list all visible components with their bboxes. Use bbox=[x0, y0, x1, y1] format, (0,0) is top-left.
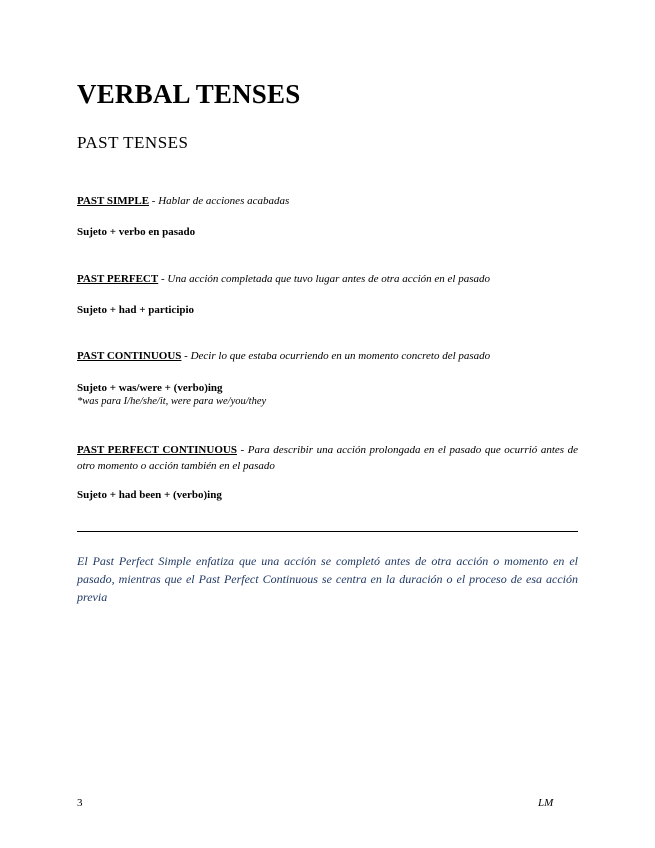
separator: - bbox=[158, 273, 168, 285]
section-past-perfect-continuous bbox=[77, 442, 578, 502]
separator: - bbox=[181, 350, 191, 362]
section-heading bbox=[77, 193, 578, 209]
tense-description: Hablar de acciones acabadas bbox=[158, 195, 290, 207]
separator: - bbox=[236, 444, 248, 456]
tense-note: *was para I/he/she/it, were para we/you/they bbox=[77, 396, 267, 407]
summary-note: El Past Perfect Simple enfatiza que una acción se completó antes de otra acción o momento en el pasado, mientras que el Past Perfect Continuous se centra en la duración o el proceso de esa acción previa bbox=[77, 554, 578, 604]
section-past-simple bbox=[77, 193, 578, 239]
tense-description: Decir lo que estaba ocurriendo en un momento concreto del pasado bbox=[190, 350, 491, 362]
tense-term: PAST PERFECT bbox=[77, 273, 159, 285]
section-past-perfect bbox=[77, 271, 578, 317]
tense-formula: Sujeto + was/were + (verbo)ing bbox=[77, 382, 223, 394]
author-initials: LM bbox=[538, 797, 554, 809]
tense-formula: Sujeto + verbo en pasado bbox=[77, 226, 196, 238]
page-subtitle: PAST TENSES bbox=[77, 133, 189, 152]
tense-formula: Sujeto + had been + (verbo)ing bbox=[77, 489, 222, 501]
tense-term: PAST PERFECT CONTINUOUS bbox=[77, 444, 237, 456]
separator: - bbox=[149, 195, 159, 207]
section-heading bbox=[77, 271, 578, 287]
section-heading bbox=[77, 348, 578, 364]
section-past-continuous bbox=[77, 348, 578, 409]
horizontal-divider bbox=[77, 531, 578, 532]
tense-term: PAST CONTINUOUS bbox=[77, 350, 182, 362]
tense-term: PAST SIMPLE bbox=[77, 195, 150, 207]
tense-description: Una acción completada que tuvo lugar antes de otra acción en el pasado bbox=[167, 273, 490, 285]
page-number: 3 bbox=[77, 797, 83, 809]
section-heading bbox=[77, 442, 578, 474]
tense-formula: Sujeto + had + participio bbox=[77, 304, 195, 316]
page-title: VERBAL TENSES bbox=[77, 79, 301, 109]
tense-description: Para describir una acción prolongada en el pasado que ocurrió antes de otro momento o acción también en el pasado bbox=[77, 444, 578, 472]
